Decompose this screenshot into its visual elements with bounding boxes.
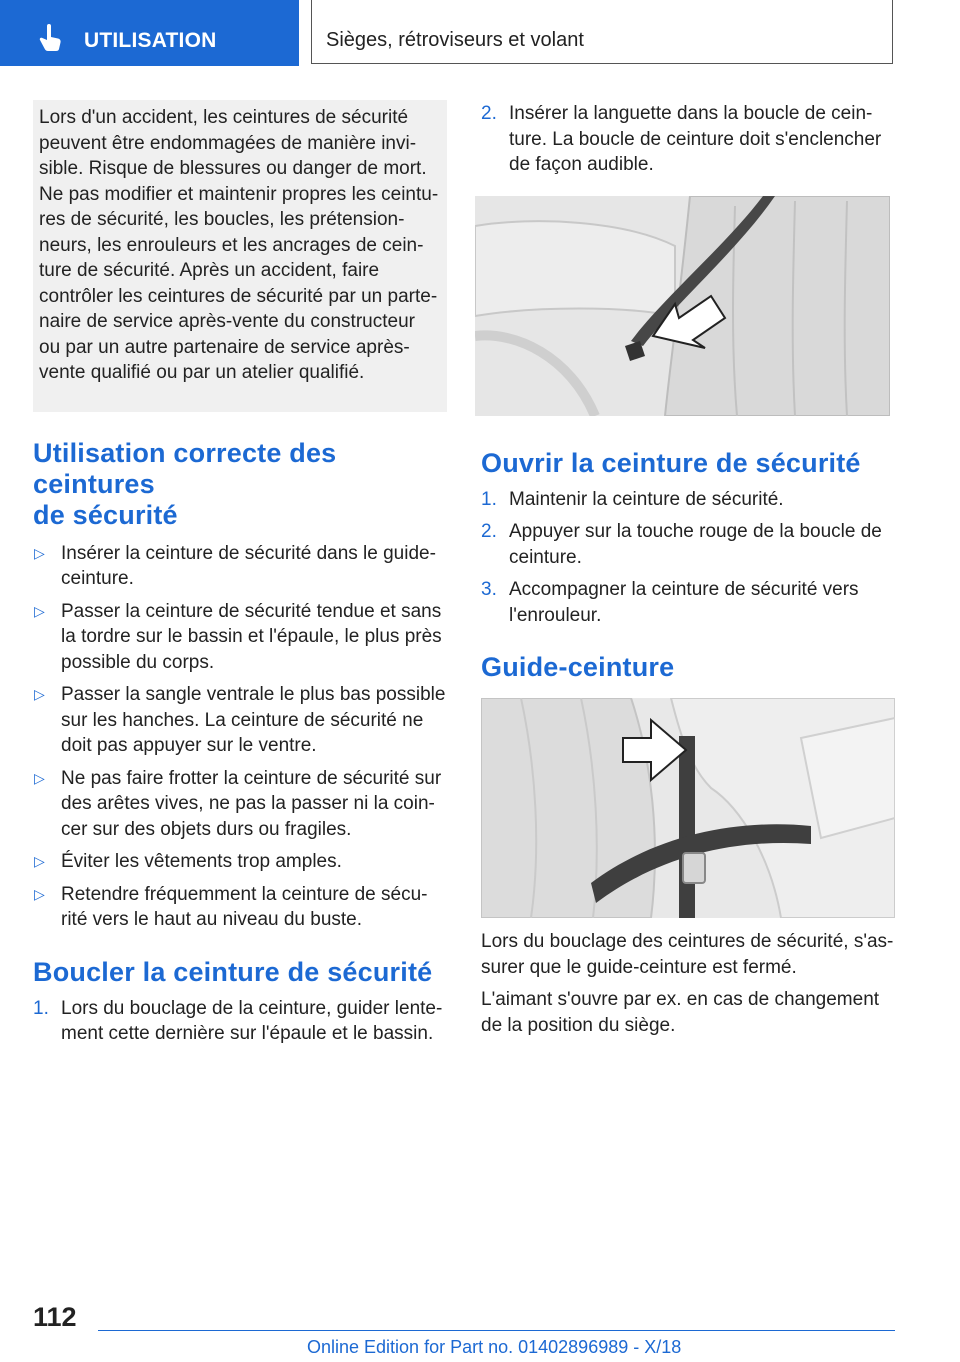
- step-list: [481, 487, 895, 629]
- list-item: 1. Lors du bouclage de la ceinture, guider lente‐ ment cette dernière sur l'épaule et le bassin.: [33, 997, 443, 1044]
- pointing-hand-icon: [38, 24, 62, 52]
- triangle-right-icon: ▷: [34, 885, 45, 902]
- list-item: ▷ Insérer la ceinture de sécurité dans le guide- ceinture.: [34, 542, 436, 589]
- section-heading-belt-guide: Guide-ceinture: [481, 652, 675, 682]
- section-title: UTILISATION: [84, 29, 217, 52]
- buckle-illustration: [475, 196, 890, 416]
- section-heading-correct-use: Utilisation correcte des ceintures de sécurité: [33, 437, 337, 530]
- list-item: 1. Maintenir la ceinture de sécurité.: [481, 488, 784, 510]
- paragraph: Lors du bouclage des ceintures de sécurité, s'as‐ surer que le guide-ceinture est fermé.: [481, 931, 894, 978]
- page-number: 112: [33, 1302, 77, 1332]
- triangle-right-icon: ▷: [34, 769, 45, 786]
- triangle-right-icon: ▷: [34, 544, 45, 561]
- bullet-list: [33, 541, 447, 933]
- section-heading-buckle: Boucler la ceinture de sécurité: [33, 956, 433, 987]
- list-item: ▷ Passer la ceinture de sécurité tendue et sans la tordre sur le bassin et l'épaule, le plus près possible du corps.: [34, 600, 442, 673]
- paragraph: L'aimant s'ouvre par ex. en cas de changement de la position du siège.: [481, 989, 880, 1036]
- chapter-title: Sièges, rétroviseurs et volant: [326, 29, 584, 51]
- list-item: 3. Accompagner la ceinture de sécurité vers l'enrouleur.: [481, 579, 859, 626]
- list-item: ▷ Éviter les vêtements trop amples.: [33, 849, 447, 875]
- triangle-right-icon: ▷: [34, 602, 45, 619]
- warning-text: Lors d'un accident, les ceintures de sécurité peuvent être endommagées de manière invi‐ sible. Risque de blessures ou danger de mort. Ne pas modifier et maintenir propres les ceintu‐ res de sécurité, les boucles, les prétension‐ neurs, les enrouleurs et les ancrages de cein‐ ture de sécurité. Après un accident, faire contrôler les ceintures de sécurité par un parte‐ naire de service après-vente du constructeur ou par un autre partenaire de service après- vente qualifié ou par un atelier qualifié.: [39, 107, 439, 383]
- footer-divider: [98, 1330, 895, 1331]
- chapter-box: [311, 0, 893, 64]
- list-item: ▷ Retendre fréquemment la ceinture de sécu‐ rité vers le haut au niveau du buste.: [34, 883, 428, 930]
- list-item: 2. Insérer la languette dans la boucle de cein‐ ture. La boucle de ceinture doit s'enclencher de façon audible.: [481, 103, 882, 175]
- step-list: [481, 101, 895, 178]
- right-column: [481, 101, 895, 1045]
- list-item: 2. Appuyer sur la touche rouge de la boucle de ceinture.: [481, 521, 882, 568]
- belt-guide-illustration: [481, 698, 895, 918]
- section-heading-open-belt: Ouvrir la ceinture de sécurité: [481, 447, 861, 478]
- footer-edition: Online Edition for Part no. 01402896989 - X/18: [307, 1337, 682, 1357]
- list-item: ▷ Ne pas faire frotter la ceinture de sécurité sur des arêtes vives, ne pas la passer ni la coin‐ cer sur des objets durs ou fragiles.: [34, 767, 442, 840]
- list-item: ▷ Passer la sangle ventrale le plus bas possible sur les hanches. La ceinture de sécurité ne doit pas appuyer sur le ventre.: [34, 684, 446, 756]
- left-column: [33, 100, 447, 1054]
- section-tab: [0, 0, 299, 66]
- triangle-right-icon: ▷: [34, 686, 45, 702]
- warning-box: [33, 100, 447, 412]
- step-list: [33, 996, 447, 1047]
- triangle-right-icon: ▷: [34, 853, 45, 869]
